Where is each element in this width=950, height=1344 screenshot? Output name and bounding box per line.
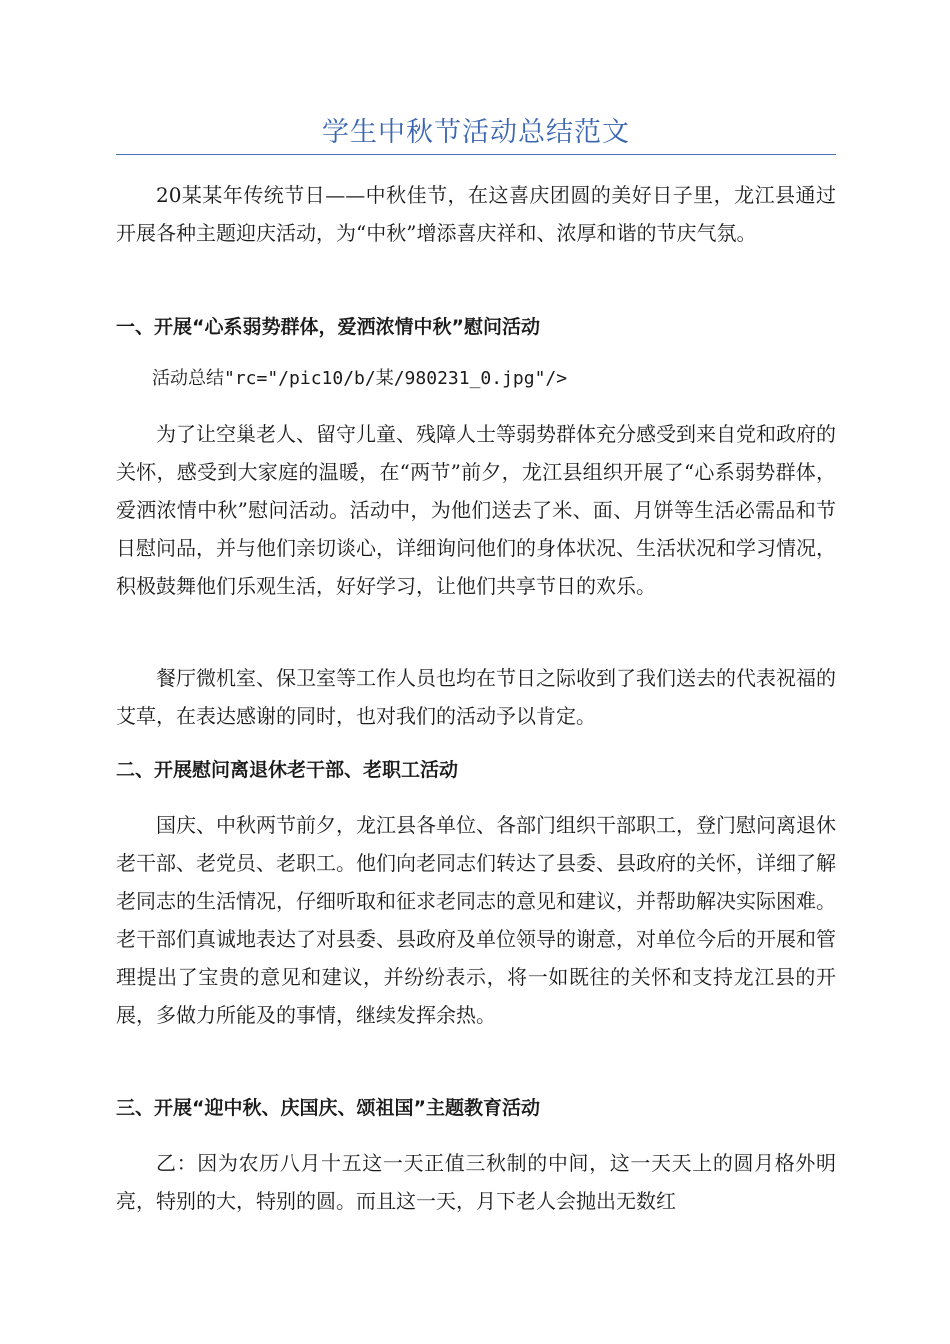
section-1-heading: 一、开展“心系弱势群体，爱洒浓情中秋”慰问活动 (116, 316, 540, 338)
section-1-paragraph-1: 为了让空巢老人、留守儿童、残障人士等弱势群体充分感受到来自党和政府的关怀，感受到大家庭的温暖，在“两节”前夕，龙江县组织开展了“心系弱势群体，爱洒浓情中秋”慰问活动。活动中，为他们送去了米、面、月饼等生活必需品和节日慰问品，并与他们亲切谈心，详细询问他们的身体状况、生活状况和学习情况，积极鼓舞他们乐观生活，好好学习，让他们共享节日的欢乐。 (116, 422, 836, 598)
image-placeholder-text: 活动总结"rc="/pic10/b/某/980231_0.jpg"/> (152, 368, 568, 389)
section-1-paragraph-2: 餐厅微机室、保卫室等工作人员也均在节日之际收到了我们送去的代表祝福的艾草，在表达感谢的同时，也对我们的活动予以肯定。 (116, 666, 836, 728)
section-3-heading: 三、开展“迎中秋、庆国庆、颂祖国”主题教育活动 (116, 1097, 540, 1119)
section-2-heading: 二、开展慰问离退休老干部、老职工活动 (116, 759, 459, 781)
intro-paragraph: 20某某年传统节日——中秋佳节，在这喜庆团圆的美好日子里，龙江县通过开展各种主题迎庆活动，为“中秋”增添喜庆祥和、浓厚和谐的节庆气氛。 (116, 183, 836, 245)
section-3-paragraph-1: 乙：因为农历八月十五这一天正值三秋制的中间，这一天天上的圆月格外明亮，特别的大，特别的圆。而且这一天，月下老人会抛出无数红 (116, 1151, 836, 1213)
title-underline (116, 154, 836, 155)
section-2-paragraph-1: 国庆、中秋两节前夕，龙江县各单位、各部门组织干部职工，登门慰问离退休老干部、老党员、老职工。他们向老同志们转达了县委、县政府的关怀，详细了解老同志的生活情况，仔细听取和征求老同志的意见和建议，并帮助解决实际困难。老干部们真诚地表达了对县委、县政府及单位领导的谢意，对单位今后的开展和管理提出了宝贵的意见和建议，并纷纷表示，将一如既往的关怀和支持龙江县的开展，多做力所能及的事情，继续发挥余热。 (116, 813, 836, 1027)
document-title: 学生中秋节活动总结范文 (322, 117, 630, 148)
